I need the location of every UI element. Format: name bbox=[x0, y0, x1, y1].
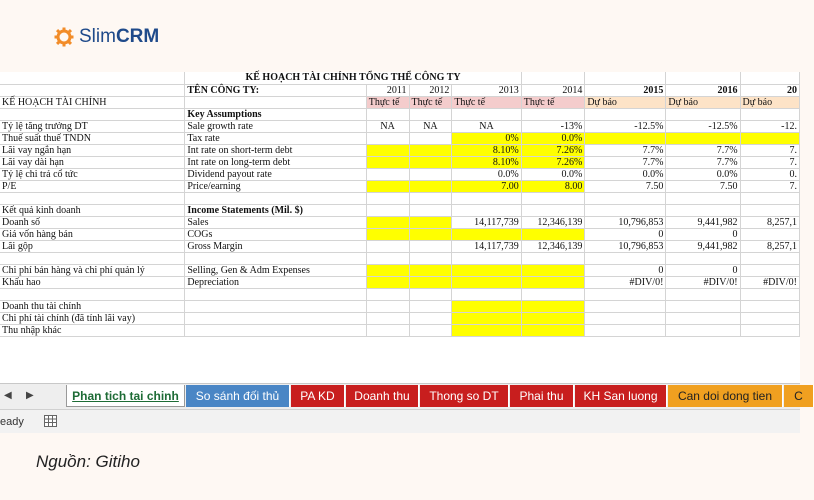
row-label-vn[interactable]: Thuế suất thuế TNDN bbox=[0, 132, 185, 144]
table-row bbox=[0, 312, 800, 324]
row-label-vn[interactable]: Doanh số bbox=[0, 216, 185, 228]
type-cell[interactable]: Dự báo bbox=[585, 96, 666, 108]
row-label-en[interactable]: Sales bbox=[185, 216, 366, 228]
table-row bbox=[0, 156, 800, 168]
table-row bbox=[0, 288, 800, 300]
value-cell[interactable] bbox=[366, 144, 409, 156]
value-cell[interactable] bbox=[409, 252, 452, 264]
value-cell[interactable] bbox=[452, 276, 521, 288]
value-cell[interactable] bbox=[740, 108, 799, 120]
value-cell[interactable] bbox=[521, 312, 585, 324]
value-cell[interactable] bbox=[740, 132, 799, 144]
value-cell[interactable] bbox=[409, 192, 452, 204]
value-cell[interactable] bbox=[409, 288, 452, 300]
row-label-en[interactable] bbox=[185, 324, 366, 336]
value-cell[interactable] bbox=[666, 132, 740, 144]
value-cell[interactable] bbox=[740, 300, 799, 312]
value-cell[interactable]: 0.0% bbox=[452, 168, 521, 180]
row-label-en[interactable]: Income Statements (Mil. $) bbox=[185, 204, 366, 216]
row-label-en[interactable] bbox=[185, 300, 366, 312]
value-cell[interactable]: #DIV/0! bbox=[740, 276, 799, 288]
year-cell[interactable]: 2011 bbox=[366, 84, 409, 96]
table-row bbox=[0, 252, 800, 264]
value-cell[interactable] bbox=[366, 228, 409, 240]
value-cell[interactable] bbox=[666, 324, 740, 336]
value-cell[interactable] bbox=[740, 204, 799, 216]
value-cell[interactable]: 0 bbox=[585, 264, 666, 276]
value-cell[interactable]: 7. bbox=[740, 180, 799, 192]
sheet-tab[interactable]: Doanh thu bbox=[346, 385, 419, 407]
value-cell[interactable] bbox=[521, 324, 585, 336]
row-label-vn[interactable] bbox=[0, 108, 185, 120]
value-cell[interactable] bbox=[409, 144, 452, 156]
value-cell[interactable]: 14,117,739 bbox=[452, 240, 521, 252]
row-label-en[interactable]: Gross Margin bbox=[185, 240, 366, 252]
slimcrm-logo bbox=[54, 26, 159, 48]
status-text: eady bbox=[0, 416, 24, 428]
value-cell[interactable] bbox=[366, 216, 409, 228]
row-label-en[interactable]: Sale growth rate bbox=[185, 120, 366, 132]
type-row bbox=[0, 96, 800, 108]
row-label-en[interactable]: Dividend payout rate bbox=[185, 168, 366, 180]
year-cell[interactable]: 20 bbox=[740, 84, 799, 96]
cell[interactable] bbox=[185, 96, 366, 108]
value-cell[interactable] bbox=[666, 252, 740, 264]
logo-wordmark: SlimCRM bbox=[79, 26, 160, 47]
type-cell[interactable]: Thực tế bbox=[366, 96, 409, 108]
value-cell[interactable] bbox=[366, 132, 409, 144]
value-cell[interactable]: 0 bbox=[666, 228, 740, 240]
value-cell[interactable] bbox=[409, 216, 452, 228]
tab-scroll-right-icon[interactable]: ▶ bbox=[26, 390, 34, 401]
row-label-vn[interactable]: Tỷ lệ tăng trưởng DT bbox=[0, 120, 185, 132]
row-label-en[interactable]: Key Assumptions bbox=[185, 108, 366, 120]
value-cell[interactable] bbox=[409, 324, 452, 336]
value-cell[interactable] bbox=[452, 192, 521, 204]
value-cell[interactable]: 0. bbox=[740, 168, 799, 180]
value-cell[interactable]: -12. bbox=[740, 120, 799, 132]
cell[interactable] bbox=[585, 72, 666, 84]
value-cell[interactable] bbox=[409, 228, 452, 240]
year-cell[interactable]: 2014 bbox=[521, 84, 585, 96]
table-row bbox=[0, 204, 800, 216]
value-cell[interactable] bbox=[521, 108, 585, 120]
value-cell[interactable] bbox=[452, 324, 521, 336]
status-bar bbox=[0, 409, 800, 433]
value-cell[interactable]: 0.0% bbox=[666, 168, 740, 180]
value-cell[interactable]: 9,441,982 bbox=[666, 216, 740, 228]
row-label-en[interactable]: Tax rate bbox=[185, 132, 366, 144]
value-cell[interactable] bbox=[452, 300, 521, 312]
sheet-tab-bar bbox=[0, 383, 803, 409]
value-cell[interactable]: 7. bbox=[740, 156, 799, 168]
value-cell[interactable] bbox=[666, 300, 740, 312]
row-label-vn[interactable]: Kết quả kinh doanh bbox=[0, 204, 185, 216]
value-cell[interactable] bbox=[521, 288, 585, 300]
table-row bbox=[0, 324, 800, 336]
type-cell[interactable]: Thực tế bbox=[409, 96, 452, 108]
value-cell[interactable] bbox=[740, 288, 799, 300]
row-label-vn[interactable]: Giá vốn hàng bán bbox=[0, 228, 185, 240]
value-cell[interactable]: 7.50 bbox=[585, 180, 666, 192]
cell[interactable] bbox=[0, 84, 185, 96]
tab-scroll-left-icon[interactable]: ◀ bbox=[4, 390, 12, 401]
value-cell[interactable]: 12,346,139 bbox=[521, 240, 585, 252]
value-cell[interactable] bbox=[409, 312, 452, 324]
value-cell[interactable]: 10,796,853 bbox=[585, 216, 666, 228]
value-cell[interactable] bbox=[366, 192, 409, 204]
table-row bbox=[0, 300, 800, 312]
value-cell[interactable]: #DIV/0! bbox=[666, 276, 740, 288]
table-row bbox=[0, 120, 800, 132]
value-cell[interactable] bbox=[366, 108, 409, 120]
value-cell[interactable] bbox=[585, 300, 666, 312]
table-row bbox=[0, 168, 800, 180]
value-cell[interactable] bbox=[585, 132, 666, 144]
row-label-vn[interactable]: Lãi vay dài hạn bbox=[0, 156, 185, 168]
cell[interactable] bbox=[0, 72, 185, 84]
type-cell[interactable]: Thực tế bbox=[521, 96, 585, 108]
value-cell[interactable]: 8.10% bbox=[452, 144, 521, 156]
value-cell[interactable] bbox=[409, 180, 452, 192]
value-cell[interactable]: 7.7% bbox=[666, 144, 740, 156]
value-cell[interactable]: NA bbox=[452, 120, 521, 132]
row-label-en[interactable] bbox=[185, 312, 366, 324]
value-cell[interactable] bbox=[585, 108, 666, 120]
value-cell[interactable]: 0.0% bbox=[585, 168, 666, 180]
value-cell[interactable]: 10,796,853 bbox=[585, 240, 666, 252]
sheet-tab[interactable]: Phan tich tai chinh bbox=[66, 385, 185, 407]
value-cell[interactable]: -13% bbox=[521, 120, 585, 132]
row-label-vn[interactable] bbox=[0, 288, 185, 300]
sheet-tab[interactable]: So sánh đối thủ bbox=[186, 385, 290, 407]
sheet-tab[interactable]: PA KD bbox=[291, 385, 345, 407]
row-label-vn[interactable]: Chi phí bán hàng và chi phí quản lý bbox=[0, 264, 185, 276]
spreadsheet-area bbox=[0, 72, 800, 432]
row-label-vn[interactable]: P/E bbox=[0, 180, 185, 192]
value-cell[interactable]: 8.00 bbox=[521, 180, 585, 192]
row-label-en[interactable]: Int rate on long-term debt bbox=[185, 156, 366, 168]
value-cell[interactable] bbox=[452, 264, 521, 276]
value-cell[interactable] bbox=[366, 168, 409, 180]
value-cell[interactable] bbox=[740, 228, 799, 240]
value-cell[interactable]: NA bbox=[366, 120, 409, 132]
page-layout-icon[interactable] bbox=[44, 415, 57, 427]
row-label-en[interactable]: Selling, Gen & Adm Expenses bbox=[185, 264, 366, 276]
value-cell[interactable] bbox=[740, 312, 799, 324]
value-cell[interactable] bbox=[521, 264, 585, 276]
value-cell[interactable] bbox=[409, 264, 452, 276]
value-cell[interactable] bbox=[452, 108, 521, 120]
value-cell[interactable] bbox=[366, 204, 409, 216]
sheet-tab[interactable]: Can doi dong tien bbox=[668, 385, 783, 407]
sheet-tab[interactable]: KH San luong bbox=[575, 385, 667, 407]
value-cell[interactable]: 7.7% bbox=[666, 156, 740, 168]
sheet-tab[interactable]: Thong so DT bbox=[420, 385, 509, 407]
value-cell[interactable] bbox=[585, 252, 666, 264]
value-cell[interactable]: 8.10% bbox=[452, 156, 521, 168]
value-cell[interactable] bbox=[366, 156, 409, 168]
value-cell[interactable] bbox=[409, 204, 452, 216]
sheet-title[interactable]: KẾ HOẠCH TÀI CHÍNH TỔNG THỂ CÔNG TY bbox=[185, 72, 521, 84]
value-cell[interactable] bbox=[409, 240, 452, 252]
value-cell[interactable] bbox=[409, 156, 452, 168]
value-cell[interactable] bbox=[452, 288, 521, 300]
value-cell[interactable] bbox=[452, 204, 521, 216]
row-label-vn[interactable]: Thu nhập khác bbox=[0, 324, 185, 336]
table-row bbox=[0, 264, 800, 276]
row-label-en[interactable] bbox=[185, 192, 366, 204]
value-cell[interactable] bbox=[585, 192, 666, 204]
value-cell[interactable] bbox=[585, 204, 666, 216]
value-cell[interactable] bbox=[366, 240, 409, 252]
company-label[interactable]: TÊN CÔNG TY: bbox=[185, 84, 366, 96]
sheet-tab[interactable]: C bbox=[784, 385, 814, 407]
value-cell[interactable]: 0% bbox=[452, 132, 521, 144]
row-label-vn[interactable] bbox=[0, 252, 185, 264]
spreadsheet-grid bbox=[0, 72, 800, 337]
value-cell[interactable] bbox=[666, 108, 740, 120]
value-cell[interactable] bbox=[366, 180, 409, 192]
value-cell[interactable]: 7.7% bbox=[585, 144, 666, 156]
table-row bbox=[0, 228, 800, 240]
value-cell[interactable] bbox=[366, 264, 409, 276]
row-label-vn[interactable]: Lãi gộp bbox=[0, 240, 185, 252]
value-cell[interactable] bbox=[585, 312, 666, 324]
row-label-vn[interactable]: Khấu hao bbox=[0, 276, 185, 288]
row-label-vn[interactable] bbox=[0, 192, 185, 204]
value-cell[interactable]: 12,346,139 bbox=[521, 216, 585, 228]
table-row bbox=[0, 240, 800, 252]
row-label-en[interactable]: Depreciation bbox=[185, 276, 366, 288]
value-cell[interactable] bbox=[521, 204, 585, 216]
value-cell[interactable] bbox=[585, 288, 666, 300]
value-cell[interactable]: 9,441,982 bbox=[666, 240, 740, 252]
value-cell[interactable]: 0 bbox=[585, 228, 666, 240]
row-label-vn[interactable]: Tỷ lệ chi trả cổ tức bbox=[0, 168, 185, 180]
value-cell[interactable] bbox=[452, 228, 521, 240]
year-row bbox=[0, 84, 800, 96]
value-cell[interactable] bbox=[366, 252, 409, 264]
table-row bbox=[0, 192, 800, 204]
value-cell[interactable] bbox=[740, 252, 799, 264]
value-cell[interactable]: 7.26% bbox=[521, 156, 585, 168]
value-cell[interactable] bbox=[409, 300, 452, 312]
value-cell[interactable]: -12.5% bbox=[585, 120, 666, 132]
plan-label[interactable]: KẾ HOẠCH TÀI CHÍNH bbox=[0, 96, 185, 108]
table-row bbox=[0, 108, 800, 120]
value-cell[interactable] bbox=[521, 252, 585, 264]
value-cell[interactable] bbox=[521, 300, 585, 312]
value-cell[interactable]: 7.00 bbox=[452, 180, 521, 192]
value-cell[interactable]: 0.0% bbox=[521, 132, 585, 144]
value-cell[interactable] bbox=[366, 276, 409, 288]
value-cell[interactable] bbox=[409, 168, 452, 180]
value-cell[interactable] bbox=[521, 276, 585, 288]
table-row bbox=[0, 180, 800, 192]
value-cell[interactable]: 7. bbox=[740, 144, 799, 156]
row-label-en[interactable] bbox=[185, 252, 366, 264]
cell[interactable] bbox=[521, 72, 585, 84]
year-cell[interactable]: 2015 bbox=[585, 84, 666, 96]
cell[interactable] bbox=[740, 72, 799, 84]
value-cell[interactable] bbox=[585, 324, 666, 336]
gear-logo-icon bbox=[54, 27, 74, 47]
value-cell[interactable] bbox=[740, 264, 799, 276]
value-cell[interactable]: NA bbox=[409, 120, 452, 132]
row-label-en[interactable]: COGs bbox=[185, 228, 366, 240]
value-cell[interactable] bbox=[666, 192, 740, 204]
title-row bbox=[0, 72, 800, 84]
row-label-vn[interactable]: Lãi vay ngắn hạn bbox=[0, 144, 185, 156]
value-cell[interactable]: 14,117,739 bbox=[452, 216, 521, 228]
type-cell[interactable]: Dự báo bbox=[740, 96, 799, 108]
value-cell[interactable] bbox=[452, 252, 521, 264]
value-cell[interactable] bbox=[409, 276, 452, 288]
table-row bbox=[0, 276, 800, 288]
value-cell[interactable] bbox=[666, 288, 740, 300]
year-cell[interactable]: 2013 bbox=[452, 84, 521, 96]
value-cell[interactable] bbox=[366, 324, 409, 336]
value-cell[interactable]: 7.7% bbox=[585, 156, 666, 168]
cell[interactable] bbox=[666, 72, 740, 84]
row-label-en[interactable] bbox=[185, 288, 366, 300]
value-cell[interactable] bbox=[740, 324, 799, 336]
type-cell[interactable]: Thực tế bbox=[452, 96, 521, 108]
table-row bbox=[0, 216, 800, 228]
value-cell[interactable]: 0.0% bbox=[521, 168, 585, 180]
value-cell[interactable]: -12.5% bbox=[666, 120, 740, 132]
row-label-en[interactable]: Int rate on short-term debt bbox=[185, 144, 366, 156]
row-label-vn[interactable]: Doanh thu tài chính bbox=[0, 300, 185, 312]
value-cell[interactable] bbox=[366, 312, 409, 324]
value-cell[interactable] bbox=[366, 300, 409, 312]
value-cell[interactable]: 0 bbox=[666, 264, 740, 276]
value-cell[interactable] bbox=[740, 192, 799, 204]
value-cell[interactable] bbox=[366, 288, 409, 300]
row-label-vn[interactable]: Chi phí tài chính (đã tính lãi vay) bbox=[0, 312, 185, 324]
value-cell[interactable]: 7.50 bbox=[666, 180, 740, 192]
year-cell[interactable]: 2012 bbox=[409, 84, 452, 96]
value-cell[interactable]: 7.26% bbox=[521, 144, 585, 156]
value-cell[interactable] bbox=[521, 228, 585, 240]
value-cell[interactable] bbox=[666, 204, 740, 216]
value-cell[interactable] bbox=[666, 312, 740, 324]
value-cell[interactable]: #DIV/0! bbox=[585, 276, 666, 288]
type-cell[interactable]: Dự báo bbox=[666, 96, 740, 108]
value-cell[interactable] bbox=[409, 108, 452, 120]
value-cell[interactable] bbox=[452, 312, 521, 324]
value-cell[interactable] bbox=[409, 132, 452, 144]
value-cell[interactable] bbox=[521, 192, 585, 204]
source-caption: Nguồn: Gitiho bbox=[36, 452, 140, 471]
value-cell[interactable]: 8,257,1 bbox=[740, 216, 799, 228]
table-row bbox=[0, 144, 800, 156]
sheet-tab[interactable]: Phai thu bbox=[510, 385, 574, 407]
value-cell[interactable]: 8,257,1 bbox=[740, 240, 799, 252]
table-row bbox=[0, 132, 800, 144]
year-cell[interactable]: 2016 bbox=[666, 84, 740, 96]
row-label-en[interactable]: Price/earning bbox=[185, 180, 366, 192]
